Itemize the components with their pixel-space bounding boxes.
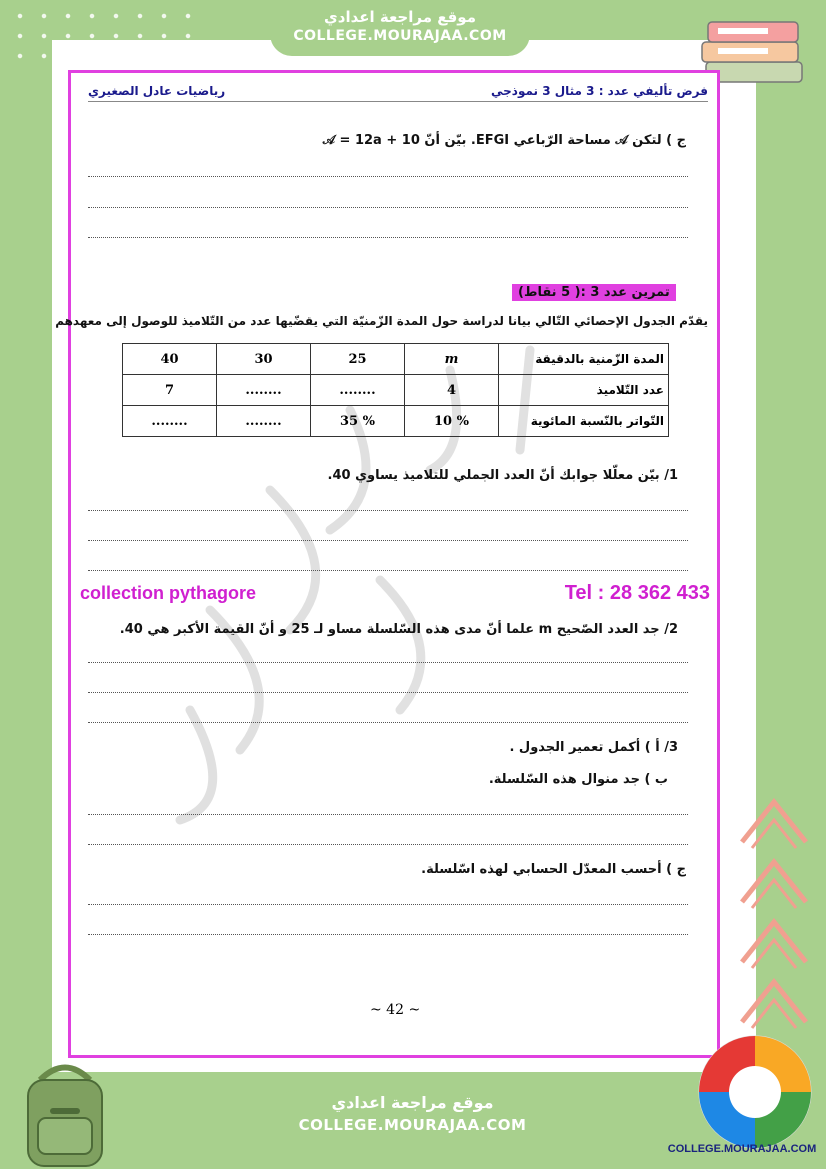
table-cell: 7 [123, 375, 217, 406]
answer-line [88, 692, 688, 693]
chevron-up-icon [734, 850, 814, 910]
table-cell: 30 [217, 344, 311, 375]
table-row [123, 406, 669, 437]
site-url[interactable]: COLLEGE.MOURAJAA.COM [293, 28, 507, 44]
site-url[interactable]: COLLEGE.MOURAJAA.COM [298, 1116, 527, 1134]
answer-line [88, 722, 688, 723]
table-cell: ........ [217, 406, 311, 437]
collection-name: collection pythagore [80, 582, 257, 603]
chevron-up-icon [734, 970, 814, 1030]
table-cell: % 10 [405, 406, 499, 437]
answer-line [88, 934, 688, 935]
question-1: 1/ بيّن معلّلا جوابك أنّ العدد الجملي للتلاميذ يساوي 40. [327, 468, 678, 483]
site-logo-wheel-icon [694, 1022, 816, 1162]
exercise-intro: يقدّم الجدول الإحصائي التّالي بيانا لدراسة حول المدة الزّمنيّة التي يقضّيها عدد من التّلاميذ للوصول إلى معهدهم [55, 314, 708, 328]
question-3b: ب ) جد منوال هذه السّلسلة. [488, 772, 668, 787]
table-row [123, 344, 669, 375]
table-cell: ........ [311, 375, 405, 406]
site-name-ar: موقع مراجعة اعدادي [324, 8, 476, 26]
exercise-title: تمرين عدد 3 :( 5 نقاط) [512, 284, 676, 301]
table-cell: % 35 [311, 406, 405, 437]
answer-line [88, 540, 688, 541]
statistics-table [122, 343, 669, 437]
table-cell: m [405, 344, 499, 375]
answer-line [88, 662, 688, 663]
site-header-tab [270, 6, 530, 56]
question-3c: ج ) أحسب المعدّل الحسابي لهذه اسّلسلة. [421, 862, 686, 877]
table-cell: ........ [217, 375, 311, 406]
collection-banner [80, 580, 710, 606]
answer-line [88, 207, 688, 208]
backpack-icon [10, 1060, 120, 1169]
question-3a: 3/ أ ) أكمل تعمير الجدول . [509, 740, 678, 755]
phone-number: Tel : 28 362 433 [564, 581, 710, 604]
answer-line [88, 844, 688, 845]
table-cell: 40 [123, 344, 217, 375]
question-2: 2/ جد العدد الصّحيح m علما أنّ مدى هذه السّلسلة مساو لـ 25 و أنّ القيمة الأكبر هي 40. [119, 622, 678, 637]
teacher-name: رياضيات عادل الصغيري [88, 84, 226, 98]
site-footer-tab [275, 1090, 550, 1150]
row-label: المدة الزّمنية بالدقيقة [499, 344, 669, 375]
answer-line [88, 237, 688, 238]
logo-caption[interactable]: COLLEGE.MOURAJAA.COM [667, 1143, 817, 1155]
page-number: ~ 42 ~ [370, 1002, 421, 1018]
chevron-up-icon [734, 790, 814, 850]
chevron-up-icon [734, 910, 814, 970]
answer-line [88, 814, 688, 815]
row-label: التّواتر بالنّسبة المائوية [499, 406, 669, 437]
table-cell: 25 [311, 344, 405, 375]
table-cell: 4 [405, 375, 499, 406]
answer-line [88, 904, 688, 905]
table-cell: ........ [123, 406, 217, 437]
exam-title: فرض تأليفي عدد : 3 مثال 3 نموذجي [491, 84, 708, 98]
exam-header [88, 84, 708, 102]
row-label: عدد التّلاميذ [499, 375, 669, 406]
answer-line [88, 510, 688, 511]
answer-line [88, 570, 688, 571]
answer-line [88, 176, 688, 177]
site-name-ar: موقع مراجعة اعدادي [331, 1093, 494, 1112]
question-j1: ج ) لتكن 𝒜 مساحة الرّباعي EFGI. بيّن أنّ 𝒜 = 12a + 10 [322, 133, 686, 148]
table-row [123, 375, 669, 406]
